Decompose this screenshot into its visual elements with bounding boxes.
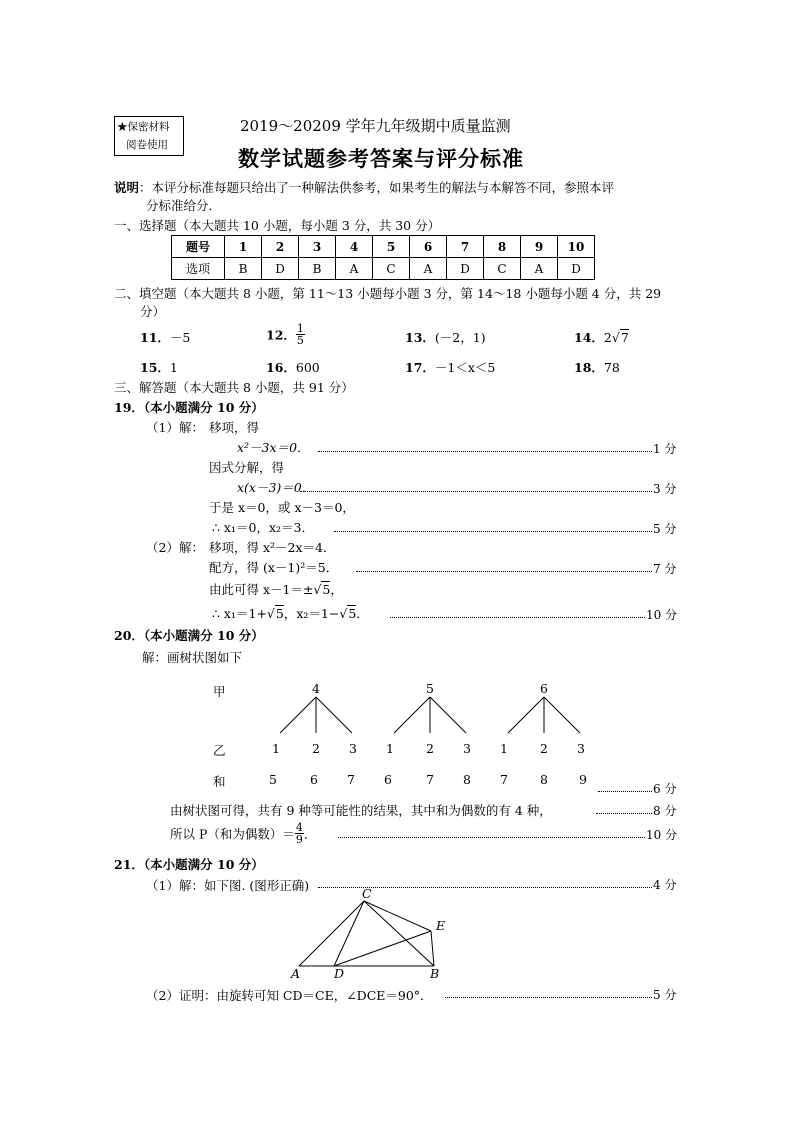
- tree-child: 2: [312, 741, 320, 756]
- q19-line: 因式分解，得: [209, 460, 285, 475]
- tree-child: 1: [272, 741, 280, 756]
- dot-leader: [445, 997, 652, 998]
- stamp-line-2: 阅卷使用: [126, 139, 168, 151]
- item-answer: 600: [295, 360, 320, 375]
- expr-text: ，x₂＝1−: [283, 606, 340, 621]
- score: 4 分: [653, 878, 677, 892]
- dot-leader: [300, 491, 652, 492]
- score: 1 分: [653, 442, 677, 456]
- denominator: 9: [295, 833, 303, 846]
- item-number: 18．: [574, 360, 604, 375]
- note-text-1: ：本评分标准每题只给出了一种解法供参考，如果考生的解法与本解答不同，参照本评: [139, 180, 615, 195]
- q19-line: 移项，得 x²－2x＝4．: [209, 540, 336, 555]
- tree-sum: 8: [463, 772, 471, 787]
- section2-title-2: 分）: [140, 304, 166, 319]
- expr-text: ∴ x₁＝1+: [212, 606, 267, 621]
- dot-leader: [356, 571, 652, 572]
- tree-sum: 7: [426, 772, 434, 787]
- answer-cell: C: [484, 258, 521, 280]
- dot-leader: [338, 837, 645, 838]
- tree-sum: 8: [540, 772, 548, 787]
- item-answer: (－2，1): [434, 330, 486, 345]
- fill-answer-11: [140, 328, 190, 346]
- answer-cell: D: [447, 258, 484, 280]
- fill-answer-17: [405, 358, 495, 376]
- q20-title: 20．（本小题满分 10 分）: [114, 628, 264, 643]
- item-answer: 1: [169, 360, 178, 375]
- q20-intro: 解：画树状图如下: [142, 650, 243, 665]
- dot-leader: [598, 791, 652, 792]
- q19-line: 由此可得 x－1＝±√5，: [209, 582, 343, 597]
- section1-title: 一、选择题（本大题共 10 小题，每小题 3 分，共 30 分）: [114, 218, 441, 233]
- expr-text: 由此可得 x－1＝±: [209, 582, 314, 597]
- qnum: 10: [558, 236, 595, 258]
- tree-child: 1: [386, 741, 394, 756]
- qnum: 6: [410, 236, 447, 258]
- point-label-a: A: [291, 966, 301, 981]
- q19-line: x(x－3)＝0．: [237, 480, 315, 495]
- tree-child: 1: [500, 741, 508, 756]
- q19-line: ∴ x₁＝0，x₂＝3．: [212, 520, 314, 535]
- note-line-2: 分标准给分．: [146, 198, 222, 213]
- answer-cell: D: [558, 258, 595, 280]
- fill-answer-12: [266, 323, 305, 346]
- tree-row-label-yi: 乙: [213, 743, 226, 758]
- point-label-c: C: [362, 886, 372, 901]
- fraction: [295, 822, 304, 845]
- fraction: [296, 323, 305, 346]
- qnum: 5: [373, 236, 410, 258]
- qnum: 1: [225, 236, 262, 258]
- qnum: 9: [521, 236, 558, 258]
- tree-child: 3: [577, 741, 585, 756]
- answer-cell: C: [373, 258, 410, 280]
- q21-title: 21．（本小题满分 10 分）: [114, 857, 264, 872]
- radicand: 5: [348, 606, 357, 621]
- tree-sum: 6: [384, 772, 392, 787]
- point-label-e: E: [436, 918, 446, 933]
- stamp-line-1: ★保密材料: [117, 121, 170, 133]
- tree-sum: 7: [500, 772, 508, 787]
- score: 6 分: [653, 782, 677, 796]
- tree-child: 3: [349, 741, 357, 756]
- note-line-1: [114, 178, 614, 196]
- score: 10 分: [646, 608, 678, 622]
- tree-row-label-jia: 甲: [213, 684, 226, 699]
- score: 3 分: [653, 482, 677, 496]
- answer-cell: A: [521, 258, 558, 280]
- q19-part2-label: （2）解：: [146, 540, 204, 555]
- qnum: 4: [336, 236, 373, 258]
- score: 5 分: [653, 988, 677, 1002]
- expr-text: ，: [330, 582, 343, 597]
- exam-title: 2019～20209 学年九年级期中质量监测: [240, 117, 511, 135]
- dot-leader: [596, 813, 652, 814]
- item-answer: 78: [603, 360, 620, 375]
- dot-leader: [334, 531, 652, 532]
- q19-line: x²－3x＝0．: [237, 440, 310, 455]
- tree-sum: 6: [310, 772, 318, 787]
- q19-line: ∴ x₁＝1+√5，x₂＝1−√5．: [212, 606, 369, 621]
- answer-table: [171, 235, 595, 280]
- q20-result: 由树状图可得，共有 9 种等可能性的结果，其中和为偶数的有 4 种，: [170, 803, 552, 818]
- point-label-d: D: [334, 966, 345, 981]
- dot-leader: [318, 451, 652, 452]
- radicand: 5: [275, 606, 284, 621]
- answer-table-header-row: [172, 236, 595, 258]
- answer-cell: B: [225, 258, 262, 280]
- q21-part1: （1）解：如下图. (图形正确): [146, 878, 310, 893]
- point-label-b: B: [430, 966, 440, 981]
- tree-child: 3: [463, 741, 471, 756]
- note-label: 说明: [114, 180, 140, 195]
- q21-part2: （2）证明：由旋转可知 CD＝CE，∠DCE＝90°．: [146, 988, 433, 1003]
- answer-table-answer-row: [172, 258, 595, 280]
- answer-cell: A: [410, 258, 447, 280]
- tree-root: 4: [312, 681, 320, 696]
- document-title: 数学试题参考答案与评分标准: [238, 146, 524, 171]
- answer-cell: B: [299, 258, 336, 280]
- q20-probability: [170, 822, 316, 845]
- expr-text: ．: [356, 606, 369, 621]
- numerator: 1: [296, 322, 304, 335]
- item-number: 12．: [266, 327, 296, 343]
- expr-text: 所以 P（和为偶数）＝: [170, 826, 295, 842]
- q19-title: 19．（本小题满分 10 分）: [114, 400, 264, 415]
- tree-row-label-he: 和: [213, 774, 226, 789]
- tree-sum: 5: [269, 772, 277, 787]
- fill-answer-14: 14．2√7: [574, 330, 629, 345]
- tree-sum: 7: [347, 772, 355, 787]
- radicand: 5: [322, 582, 331, 597]
- item-number: 14．: [574, 330, 604, 345]
- q19-line: 于是 x＝0，或 x－3＝0，: [209, 500, 355, 515]
- tree-child: 2: [426, 741, 434, 756]
- radicand: 7: [620, 330, 629, 345]
- section3-title: 三、解答题（本大题共 8 小题，共 91 分）: [114, 380, 354, 395]
- tree-root: 6: [540, 681, 548, 696]
- tree-sum: 9: [579, 772, 587, 787]
- answer-label: 选项: [172, 258, 225, 280]
- fill-answer-18: [574, 358, 620, 376]
- qnum: 8: [484, 236, 521, 258]
- item-answer: －1＜x＜5: [434, 360, 496, 375]
- tree-child: 2: [540, 741, 548, 756]
- fill-answer-15: [140, 358, 178, 376]
- score: 10 分: [646, 828, 678, 842]
- denominator: 5: [296, 334, 304, 347]
- answer-cell: D: [262, 258, 299, 280]
- item-answer: －5: [169, 330, 191, 345]
- q19-line: 移项，得: [209, 420, 260, 435]
- qnum: 3: [299, 236, 336, 258]
- score: 8 分: [653, 804, 677, 818]
- answer-cell: A: [336, 258, 373, 280]
- q19-line: 配方，得 (x－1)²＝5．: [209, 560, 339, 575]
- tree-root: 5: [426, 681, 434, 696]
- item-number: 11．: [140, 330, 170, 345]
- section2-title-1: 二、填空题（本大题共 8 小题，第 11～13 小题每小题 3 分，第 14～18 小题每小题 4 分，共 29: [114, 286, 662, 301]
- q19-part1-label: （1）解：: [146, 420, 204, 435]
- expr-text: ．: [303, 826, 317, 842]
- score: 5 分: [653, 522, 677, 536]
- qnum: 2: [262, 236, 299, 258]
- qnum: 7: [447, 236, 484, 258]
- dot-leader: [390, 617, 645, 618]
- item-number: 15．: [140, 360, 170, 375]
- numerator: 4: [295, 821, 303, 834]
- fill-answer-13: [405, 328, 486, 346]
- confidential-stamp: [114, 116, 184, 156]
- fill-answer-16: [266, 358, 320, 376]
- item-number: 16．: [266, 360, 296, 375]
- item-number: 17．: [405, 360, 435, 375]
- item-number: 13．: [405, 330, 435, 345]
- question-number-label: 题号: [172, 236, 225, 258]
- coefficient: 2: [603, 330, 612, 345]
- score: 7 分: [653, 562, 677, 576]
